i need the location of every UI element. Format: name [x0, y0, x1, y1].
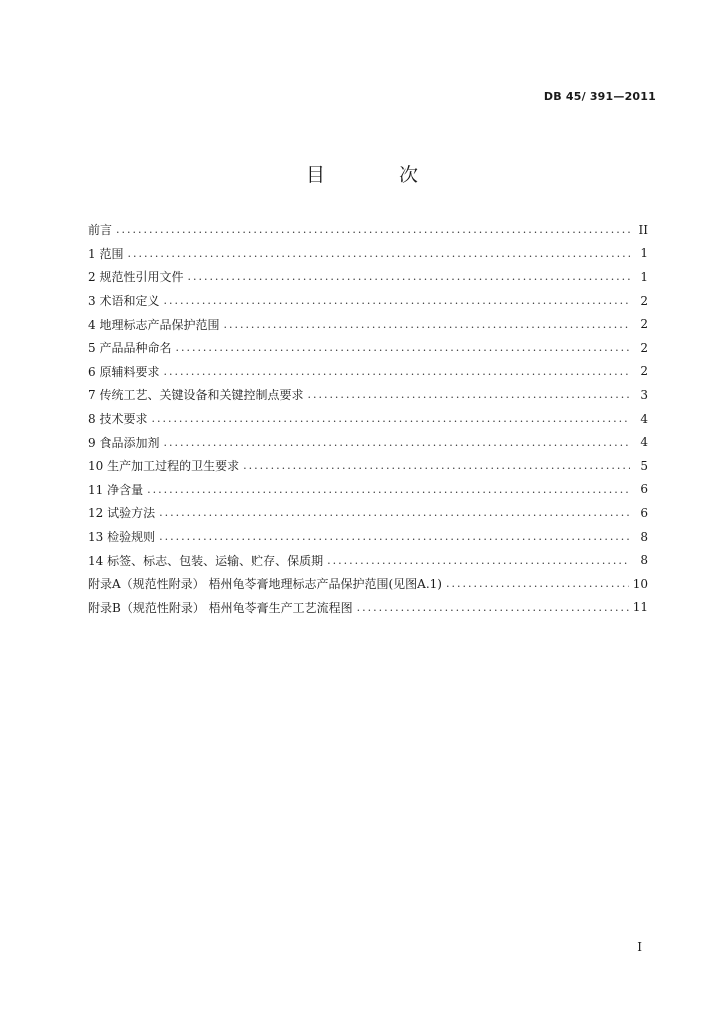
toc-label: 5 产品品种命名	[88, 341, 172, 356]
dot-leader	[159, 530, 630, 543]
dot-leader	[116, 223, 630, 236]
dot-leader	[307, 388, 630, 401]
toc-label: 3 术语和定义	[88, 294, 160, 309]
dot-leader	[147, 483, 630, 496]
toc-page-number: 2	[640, 293, 648, 308]
toc-entry[interactable]	[88, 383, 648, 407]
toc-label: 9 食品添加剂	[88, 435, 160, 450]
toc-entry[interactable]	[88, 218, 648, 242]
toc-label: 11 净含量	[88, 482, 144, 497]
toc-label: 4 地理标志产品保护范围	[88, 317, 220, 332]
toc-page-number: 8	[640, 553, 648, 568]
page-number: I	[637, 940, 642, 954]
toc-label: 12 试验方法	[88, 506, 156, 521]
toc-page-number: 8	[640, 529, 648, 544]
page-title: 目 次	[305, 164, 453, 186]
toc-entry[interactable]	[88, 572, 648, 596]
dot-leader	[327, 554, 630, 567]
dot-leader	[175, 341, 630, 354]
toc-page-number: 3	[640, 387, 648, 402]
toc-entry[interactable]	[88, 596, 648, 620]
toc-label: 13 检验规则	[88, 530, 156, 545]
toc-entry[interactable]	[88, 478, 648, 502]
toc-entry[interactable]	[88, 548, 648, 572]
toc-label: 7 传统工艺、关键设备和关键控制点要求	[88, 388, 304, 403]
toc-page-number: II	[638, 222, 648, 237]
toc-entry[interactable]	[88, 265, 648, 289]
toc-page-number: 2	[640, 364, 648, 379]
toc-label: 8 技术要求	[88, 412, 148, 427]
toc-entry[interactable]	[88, 289, 648, 313]
toc-page-number: 5	[640, 458, 648, 473]
toc-page-number: 6	[640, 505, 648, 520]
toc-label: 2 规范性引用文件	[88, 270, 184, 285]
toc-entry[interactable]	[88, 312, 648, 336]
toc-entry[interactable]	[88, 501, 648, 525]
dot-leader	[127, 247, 630, 260]
toc-label: 10 生产加工过程的卫生要求	[88, 459, 240, 474]
toc-entry[interactable]	[88, 407, 648, 431]
toc-page-number: 6	[640, 482, 648, 497]
dot-leader	[163, 436, 630, 449]
dot-leader	[243, 459, 630, 472]
toc-entry[interactable]	[88, 360, 648, 384]
toc-entry[interactable]	[88, 430, 648, 454]
dot-leader	[163, 294, 630, 307]
dot-leader	[446, 577, 629, 590]
toc-page-number: 4	[640, 411, 648, 426]
toc-label: 6 原辅料要求	[88, 364, 160, 379]
toc-page-number: 11	[632, 600, 648, 615]
dot-leader	[151, 412, 630, 425]
dot-leader	[187, 270, 630, 283]
toc-label: 附录B（规范性附录） 梧州龟苓膏生产工艺流程图	[88, 600, 353, 615]
toc-page-number: 10	[632, 576, 648, 591]
dot-leader	[223, 318, 630, 331]
toc-entry[interactable]	[88, 242, 648, 266]
table-of-contents	[88, 218, 648, 619]
toc-page-number: 1	[640, 246, 648, 261]
toc-entry[interactable]	[88, 454, 648, 478]
toc-page-number: 2	[640, 317, 648, 332]
toc-page-number: 4	[640, 435, 648, 450]
toc-label: 前言	[88, 223, 113, 238]
dot-leader	[163, 365, 630, 378]
toc-page-number: 1	[640, 269, 648, 284]
toc-label: 1 范围	[88, 246, 124, 261]
toc-entry[interactable]	[88, 525, 648, 549]
toc-page-number: 2	[640, 340, 648, 355]
toc-entry[interactable]	[88, 336, 648, 360]
document-code: DB 45/ 391—2011	[543, 90, 656, 103]
dot-leader	[357, 601, 629, 614]
dot-leader	[159, 506, 630, 519]
toc-label: 附录A（规范性附录） 梧州龟苓膏地理标志产品保护范围(见图A.1)	[88, 577, 442, 592]
toc-label: 14 标签、标志、包装、运输、贮存、保质期	[88, 553, 324, 568]
